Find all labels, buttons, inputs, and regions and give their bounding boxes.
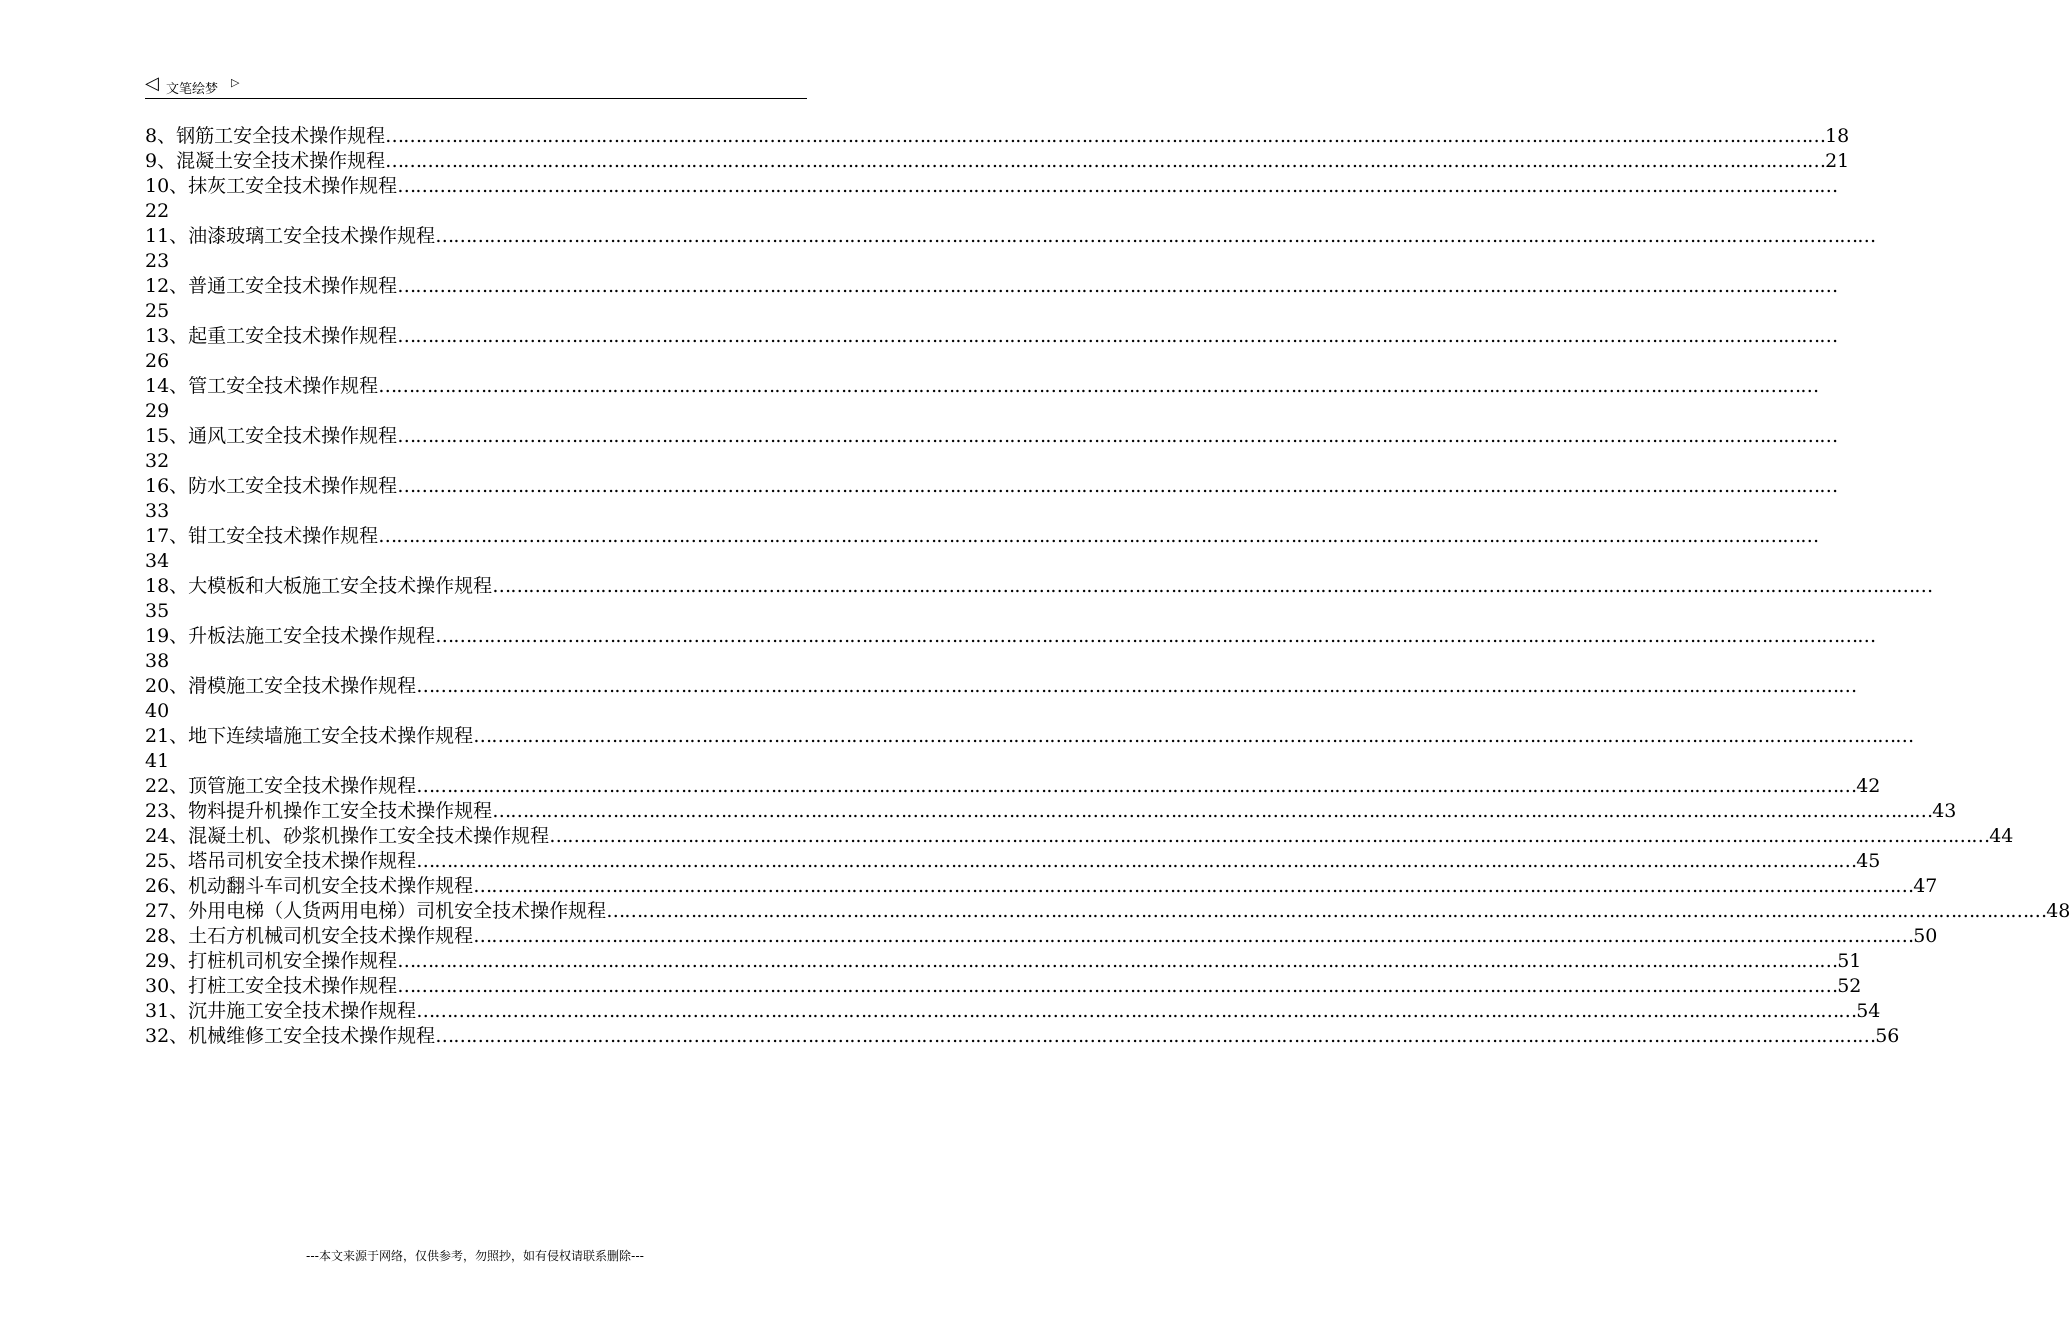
toc-leader-dots: …………………………………………………………………………………………………………………………………………………………………………………………………………………… bbox=[397, 475, 1838, 497]
toc-entry-page-number: 52 bbox=[1837, 975, 1862, 997]
toc-entry[interactable] bbox=[145, 924, 1938, 949]
toc-entry[interactable] bbox=[145, 174, 1838, 199]
toc-entry-label: 30、打桩工安全技术操作规程 bbox=[145, 975, 398, 997]
toc-leader-dots: …………………………………………………………………………………………………………………………………………………………………………………………………………………… bbox=[397, 950, 1838, 972]
toc-entry-page-number: 54 bbox=[1856, 1000, 1881, 1022]
toc-entry-label: 20、滑模施工安全技术操作规程 bbox=[145, 675, 417, 697]
toc-entry-label: 22、顶管施工安全技术操作规程 bbox=[145, 775, 417, 797]
toc-entry-label: 26、机动翻斗车司机安全技术操作规程 bbox=[145, 875, 474, 897]
toc-entry-page-number: 45 bbox=[1856, 850, 1881, 872]
toc-entry-page-number: 25 bbox=[145, 300, 170, 322]
toc-leader-dots: …………………………………………………………………………………………………………………………………………………………………………………………………………………… bbox=[397, 275, 1838, 297]
toc-entry-label: 27、外用电梯（人货两用电梯）司机安全技术操作规程 bbox=[145, 900, 607, 922]
toc-entry-page-number: 47 bbox=[1913, 875, 1938, 897]
toc-entry-page-number: 35 bbox=[145, 600, 170, 622]
toc-entry-label: 21、地下连续墙施工安全技术操作规程 bbox=[145, 725, 474, 747]
toc-leader-dots: …………………………………………………………………………………………………………………………………………………………………………………………………………………… bbox=[492, 800, 1933, 822]
toc-leader-dots: …………………………………………………………………………………………………………………………………………………………………………………………………………………… bbox=[473, 925, 1914, 947]
toc-entry-label: 14、管工安全技术操作规程 bbox=[145, 375, 379, 397]
toc-leader-dots: …………………………………………………………………………………………………………………………………………………………………………………………………………………… bbox=[397, 975, 1838, 997]
toc-leader-dots: …………………………………………………………………………………………………………………………………………………………………………………………………………………… bbox=[473, 875, 1914, 897]
toc-entry-page-number: 18 bbox=[1825, 125, 1850, 147]
toc-entry-label: 15、通风工安全技术操作规程 bbox=[145, 425, 398, 447]
right-triangle-icon: ▷ bbox=[231, 76, 240, 89]
toc-leader-dots: …………………………………………………………………………………………………………………………………………………………………………………………………………………… bbox=[606, 900, 2047, 922]
toc-entry[interactable] bbox=[145, 874, 1938, 899]
toc-entry-label: 32、机械维修工安全技术操作规程 bbox=[145, 1025, 436, 1047]
toc-entry-label: 24、混凝土机、砂浆机操作工安全技术操作规程 bbox=[145, 825, 550, 847]
toc-leader-dots: …………………………………………………………………………………………………………………………………………………………………………………………………………………… bbox=[385, 150, 1826, 172]
toc-leader-dots: …………………………………………………………………………………………………………………………………………………………………………………………………………………… bbox=[416, 850, 1857, 872]
toc-leader-dots: …………………………………………………………………………………………………………………………………………………………………………………………………………………… bbox=[397, 425, 1838, 447]
page-header bbox=[145, 72, 807, 99]
toc-entry-page-number: 32 bbox=[145, 450, 170, 472]
toc-entry[interactable] bbox=[145, 224, 1876, 249]
toc-entry[interactable] bbox=[145, 674, 1857, 699]
toc-entry-label: 23、物料提升机操作工安全技术操作规程 bbox=[145, 800, 493, 822]
toc-entry-page-number: 51 bbox=[1837, 950, 1862, 972]
toc-leader-dots: …………………………………………………………………………………………………………………………………………………………………………………………………………………… bbox=[416, 1000, 1857, 1022]
toc-entry-page-number: 40 bbox=[145, 700, 170, 722]
toc-leader-dots: …………………………………………………………………………………………………………………………………………………………………………………………………………………… bbox=[397, 175, 1838, 197]
toc-leader-dots: …………………………………………………………………………………………………………………………………………………………………………………………………………………… bbox=[435, 1025, 1876, 1047]
toc-leader-dots: …………………………………………………………………………………………………………………………………………………………………………………………………………………… bbox=[397, 325, 1838, 347]
toc-leader-dots: …………………………………………………………………………………………………………………………………………………………………………………………………………………… bbox=[385, 125, 1826, 147]
toc-entry[interactable] bbox=[145, 799, 1957, 824]
toc-entry-page-number: 41 bbox=[145, 750, 170, 772]
toc-leader-dots: …………………………………………………………………………………………………………………………………………………………………………………………………………………… bbox=[435, 225, 1876, 247]
toc-entry[interactable] bbox=[145, 374, 1819, 399]
toc-leader-dots: …………………………………………………………………………………………………………………………………………………………………………………………………………………… bbox=[492, 575, 1933, 597]
toc-entry[interactable] bbox=[145, 774, 1881, 799]
toc-entry-page-number: 33 bbox=[145, 500, 170, 522]
toc-leader-dots: …………………………………………………………………………………………………………………………………………………………………………………………………………………… bbox=[378, 525, 1819, 547]
table-of-contents bbox=[145, 124, 2070, 1049]
toc-entry-page-number: 43 bbox=[1932, 800, 1957, 822]
toc-entry[interactable] bbox=[145, 949, 1862, 974]
toc-entry-label: 18、大模板和大板施工安全技术操作规程 bbox=[145, 575, 493, 597]
toc-entry[interactable] bbox=[145, 849, 1881, 874]
toc-entry[interactable] bbox=[145, 524, 1819, 549]
toc-entry[interactable] bbox=[145, 824, 2014, 849]
toc-entry-label: 16、防水工安全技术操作规程 bbox=[145, 475, 398, 497]
toc-entry[interactable] bbox=[145, 324, 1838, 349]
toc-entry[interactable] bbox=[145, 574, 1933, 599]
toc-entry-label: 9、混凝土安全技术操作规程 bbox=[145, 150, 386, 172]
toc-entry[interactable] bbox=[145, 124, 1850, 149]
toc-entry-page-number: 29 bbox=[145, 400, 170, 422]
toc-leader-dots: …………………………………………………………………………………………………………………………………………………………………………………………………………………… bbox=[473, 725, 1914, 747]
toc-leader-dots: …………………………………………………………………………………………………………………………………………………………………………………………………………………… bbox=[549, 825, 1990, 847]
footer-disclaimer: ---本文来源于网络，仅供参考，勿照抄，如有侵权请联系删除--- bbox=[306, 1249, 644, 1263]
toc-entry-label: 29、打桩机司机安全操作规程 bbox=[145, 950, 398, 972]
toc-entry-page-number: 26 bbox=[145, 350, 170, 372]
toc-leader-dots: …………………………………………………………………………………………………………………………………………………………………………………………………………………… bbox=[435, 625, 1876, 647]
toc-entry[interactable] bbox=[145, 624, 1876, 649]
toc-entry-page-number: 21 bbox=[1825, 150, 1850, 172]
toc-entry-label: 13、起重工安全技术操作规程 bbox=[145, 325, 398, 347]
toc-entry-page-number: 38 bbox=[145, 650, 170, 672]
toc-entry[interactable] bbox=[145, 999, 1881, 1024]
left-triangle-icon: ◁ bbox=[145, 73, 159, 94]
toc-entry-label: 8、钢筋工安全技术操作规程 bbox=[145, 125, 386, 147]
toc-entry-label: 12、普通工安全技术操作规程 bbox=[145, 275, 398, 297]
toc-entry[interactable] bbox=[145, 974, 1862, 999]
toc-entry-page-number: 23 bbox=[145, 250, 170, 272]
toc-entry-label: 17、钳工安全技术操作规程 bbox=[145, 525, 379, 547]
toc-entry-label: 25、塔吊司机安全技术操作规程 bbox=[145, 850, 417, 872]
toc-entry-page-number: 22 bbox=[145, 200, 170, 222]
toc-entry[interactable] bbox=[145, 424, 1838, 449]
toc-entry[interactable] bbox=[145, 724, 1914, 749]
toc-entry[interactable] bbox=[145, 474, 1838, 499]
toc-entry-page-number: 42 bbox=[1856, 775, 1881, 797]
toc-leader-dots: …………………………………………………………………………………………………………………………………………………………………………………………………………………… bbox=[416, 675, 1857, 697]
toc-entry-page-number: 48 bbox=[2046, 900, 2070, 922]
toc-entry-label: 31、沉井施工安全技术操作规程 bbox=[145, 1000, 417, 1022]
toc-entry-page-number: 56 bbox=[1875, 1025, 1900, 1047]
toc-leader-dots: …………………………………………………………………………………………………………………………………………………………………………………………………………………… bbox=[416, 775, 1857, 797]
header-title: 文笔绘梦 bbox=[166, 82, 219, 97]
toc-entry-label: 11、油漆玻璃工安全技术操作规程 bbox=[145, 225, 436, 247]
toc-entry[interactable] bbox=[145, 899, 2070, 924]
toc-entry[interactable] bbox=[145, 274, 1838, 299]
toc-entry[interactable] bbox=[145, 149, 1850, 174]
toc-entry-page-number: 34 bbox=[145, 550, 170, 572]
toc-entry[interactable] bbox=[145, 1024, 1900, 1049]
toc-entry-label: 10、抹灰工安全技术操作规程 bbox=[145, 175, 398, 197]
toc-entry-label: 28、土石方机械司机安全技术操作规程 bbox=[145, 925, 474, 947]
toc-entry-page-number: 44 bbox=[1989, 825, 2014, 847]
toc-entry-label: 19、升板法施工安全技术操作规程 bbox=[145, 625, 436, 647]
toc-leader-dots: …………………………………………………………………………………………………………………………………………………………………………………………………………………… bbox=[378, 375, 1819, 397]
toc-entry-page-number: 50 bbox=[1913, 925, 1938, 947]
